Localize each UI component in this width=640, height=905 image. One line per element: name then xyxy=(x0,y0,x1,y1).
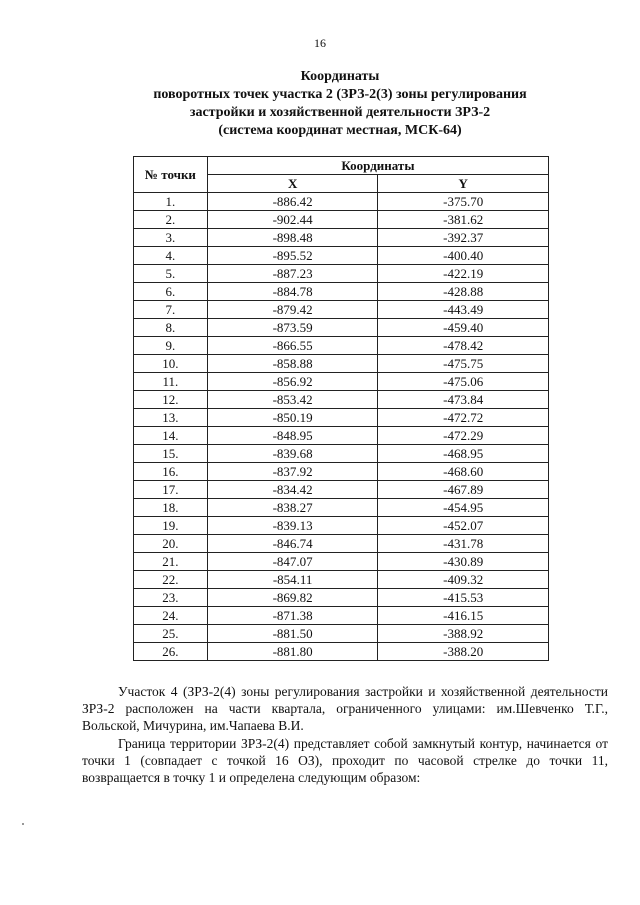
y-coordinate-cell: -416.15 xyxy=(378,607,549,625)
table-row xyxy=(134,319,549,337)
table-row xyxy=(134,247,549,265)
y-coordinate-cell: -478.42 xyxy=(378,337,549,355)
table-row xyxy=(134,229,549,247)
header-point-number: № точки xyxy=(134,157,208,193)
table-row xyxy=(134,373,549,391)
point-number-cell: 6. xyxy=(134,283,208,301)
table-row xyxy=(134,193,549,211)
y-coordinate-cell: -452.07 xyxy=(378,517,549,535)
point-number-cell: 24. xyxy=(134,607,208,625)
y-coordinate-cell: -422.19 xyxy=(378,265,549,283)
title-line-4: (система координат местная, МСК-64) xyxy=(218,123,462,138)
point-number-cell: 3. xyxy=(134,229,208,247)
x-coordinate-cell: -869.82 xyxy=(207,589,378,607)
x-coordinate-cell: -856.92 xyxy=(207,373,378,391)
title-line-1: Координаты xyxy=(300,69,380,84)
x-coordinate-cell: -848.95 xyxy=(207,427,378,445)
y-coordinate-cell: -443.49 xyxy=(378,301,549,319)
y-coordinate-cell: -430.89 xyxy=(378,553,549,571)
x-coordinate-cell: -881.50 xyxy=(207,625,378,643)
y-coordinate-cell: -472.29 xyxy=(378,427,549,445)
title-line-2: поворотных точек участка 2 (ЗРЗ-2(3) зоны регулирования xyxy=(153,87,527,102)
point-number-cell: 21. xyxy=(134,553,208,571)
y-coordinate-cell: -475.06 xyxy=(378,373,549,391)
table-row xyxy=(134,301,549,319)
x-coordinate-cell: -858.88 xyxy=(207,355,378,373)
x-coordinate-cell: -854.11 xyxy=(207,571,378,589)
point-number-cell: 13. xyxy=(134,409,208,427)
x-coordinate-cell: -839.13 xyxy=(207,517,378,535)
x-coordinate-cell: -839.68 xyxy=(207,445,378,463)
y-coordinate-cell: -392.37 xyxy=(378,229,549,247)
y-coordinate-cell: -454.95 xyxy=(378,499,549,517)
table-row xyxy=(134,463,549,481)
point-number-cell: 7. xyxy=(134,301,208,319)
table-row xyxy=(134,427,549,445)
x-coordinate-cell: -902.44 xyxy=(207,211,378,229)
table-row xyxy=(134,481,549,499)
point-number-cell: 25. xyxy=(134,625,208,643)
point-number-cell: 14. xyxy=(134,427,208,445)
table-header-row xyxy=(134,157,549,175)
point-number-cell: 22. xyxy=(134,571,208,589)
y-coordinate-cell: -475.75 xyxy=(378,355,549,373)
point-number-cell: 10. xyxy=(134,355,208,373)
y-coordinate-cell: -400.40 xyxy=(378,247,549,265)
table-row xyxy=(134,553,549,571)
y-coordinate-cell: -473.84 xyxy=(378,391,549,409)
table-row xyxy=(134,391,549,409)
x-coordinate-cell: -887.23 xyxy=(207,265,378,283)
table-row xyxy=(134,337,549,355)
y-coordinate-cell: -381.62 xyxy=(378,211,549,229)
table-row xyxy=(134,643,549,661)
point-number-cell: 9. xyxy=(134,337,208,355)
y-coordinate-cell: -431.78 xyxy=(378,535,549,553)
x-coordinate-cell: -873.59 xyxy=(207,319,378,337)
point-number-cell: 23. xyxy=(134,589,208,607)
y-coordinate-cell: -415.53 xyxy=(378,589,549,607)
header-coordinates: Координаты xyxy=(207,157,548,175)
paragraph-site-description: Участок 4 (ЗРЗ-2(4) зоны регулирования застройки и хозяйственной деятельности ЗРЗ-2 расположен на части квартала, ограниченного улицами: им.Шевченко Т.Г., Вольской, Мичурина, им.Чапаева В.И. xyxy=(82,684,608,733)
point-number-cell: 5. xyxy=(134,265,208,283)
paragraph-boundary-description: Граница территории ЗРЗ-2(4) представляет собой замкнутый контур, начинается от точки 1 (совпадает с точкой 16 ОЗ), проходит по часовой стрелке до точки 11, возвращается в точку 1 и определена следующим образом: xyxy=(82,736,608,785)
coordinates-table xyxy=(133,156,549,661)
x-coordinate-cell: -879.42 xyxy=(207,301,378,319)
page-number: 16 xyxy=(314,36,326,50)
point-number-cell: 15. xyxy=(134,445,208,463)
header-x: X xyxy=(207,175,378,193)
y-coordinate-cell: -468.60 xyxy=(378,463,549,481)
y-coordinate-cell: -409.32 xyxy=(378,571,549,589)
x-coordinate-cell: -850.19 xyxy=(207,409,378,427)
table-row xyxy=(134,517,549,535)
table-row xyxy=(134,535,549,553)
x-coordinate-cell: -834.42 xyxy=(207,481,378,499)
table-row xyxy=(134,211,549,229)
title-line-3: застройки и хозяйственной деятельности ЗРЗ-2 xyxy=(189,105,491,120)
y-coordinate-cell: -468.95 xyxy=(378,445,549,463)
point-number-cell: 11. xyxy=(134,373,208,391)
y-coordinate-cell: -388.92 xyxy=(378,625,549,643)
table-row xyxy=(134,571,549,589)
point-number-cell: 20. xyxy=(134,535,208,553)
y-coordinate-cell: -467.89 xyxy=(378,481,549,499)
x-coordinate-cell: -853.42 xyxy=(207,391,378,409)
x-coordinate-cell: -866.55 xyxy=(207,337,378,355)
point-number-cell: 18. xyxy=(134,499,208,517)
point-number-cell: 12. xyxy=(134,391,208,409)
table-row xyxy=(134,589,549,607)
point-number-cell: 19. xyxy=(134,517,208,535)
table-row xyxy=(134,607,549,625)
header-y: Y xyxy=(378,175,549,193)
point-number-cell: 2. xyxy=(134,211,208,229)
table-row xyxy=(134,409,549,427)
point-number-cell: 4. xyxy=(134,247,208,265)
table-row xyxy=(134,265,549,283)
point-number-cell: 16. xyxy=(134,463,208,481)
y-coordinate-cell: -459.40 xyxy=(378,319,549,337)
table-row xyxy=(134,625,549,643)
table-body xyxy=(134,193,549,661)
table-row xyxy=(134,499,549,517)
x-coordinate-cell: -837.92 xyxy=(207,463,378,481)
y-coordinate-cell: -428.88 xyxy=(378,283,549,301)
point-number-cell: 17. xyxy=(134,481,208,499)
x-coordinate-cell: -871.38 xyxy=(207,607,378,625)
point-number-cell: 1. xyxy=(134,193,208,211)
document-title xyxy=(60,68,620,140)
x-coordinate-cell: -846.74 xyxy=(207,535,378,553)
point-number-cell: 8. xyxy=(134,319,208,337)
x-coordinate-cell: -895.52 xyxy=(207,247,378,265)
y-coordinate-cell: -375.70 xyxy=(378,193,549,211)
x-coordinate-cell: -898.48 xyxy=(207,229,378,247)
x-coordinate-cell: -886.42 xyxy=(207,193,378,211)
x-coordinate-cell: -838.27 xyxy=(207,499,378,517)
table-row xyxy=(134,445,549,463)
y-coordinate-cell: -472.72 xyxy=(378,409,549,427)
table-row xyxy=(134,355,549,373)
point-number-cell: 26. xyxy=(134,643,208,661)
y-coordinate-cell: -388.20 xyxy=(378,643,549,661)
table-row xyxy=(134,283,549,301)
scan-speck xyxy=(22,823,24,825)
x-coordinate-cell: -884.78 xyxy=(207,283,378,301)
x-coordinate-cell: -881.80 xyxy=(207,643,378,661)
x-coordinate-cell: -847.07 xyxy=(207,553,378,571)
